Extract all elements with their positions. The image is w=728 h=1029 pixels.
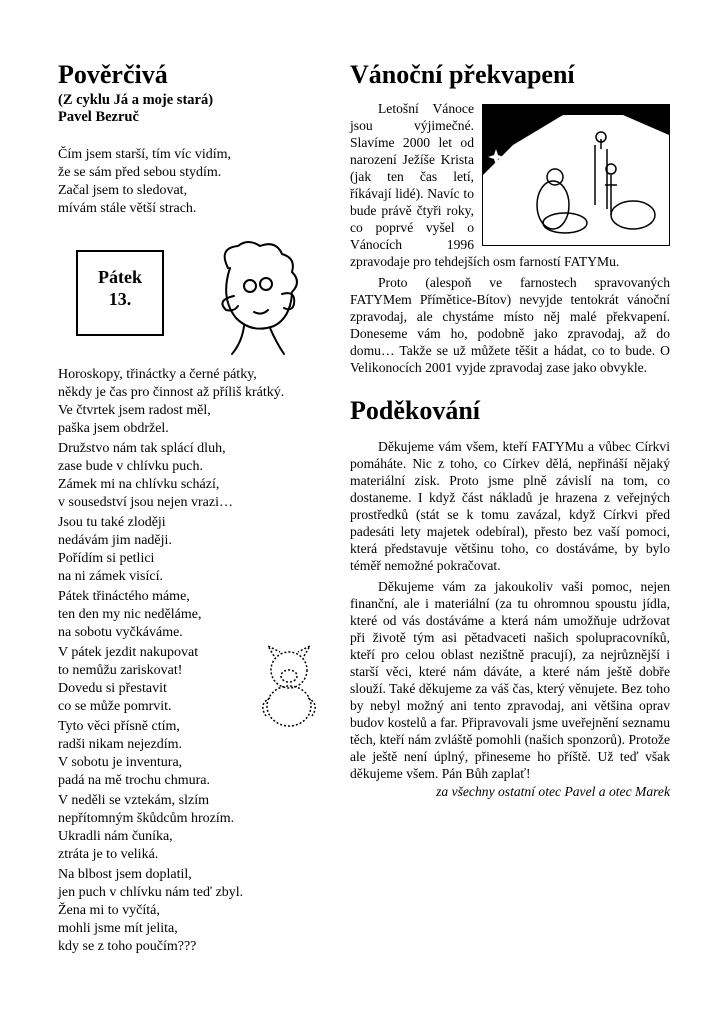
stanza-2: Horoskopy, třináctky a černé pátky, někdy je čas pro činnost až příliš krátký. Ve čtvrtek jsem radost měl, paška jsem obdržel. xyxy=(58,367,285,436)
stanza-7: Tyto věci přísně ctím, radši nikam nejezdím. V sobotu je inventura, padá na mě trochu chmura. xyxy=(58,719,210,788)
nativity-scene-icon xyxy=(483,105,669,245)
signature: za všechny ostatní otec Pavel a otec Marek xyxy=(436,784,670,799)
stanza-8: V neděli se vztekám, slzím nepřítomným škůdcům hrozím. Ukradli nám čuníka, ztráta je to veliká. xyxy=(58,793,235,862)
friday-13-illustration xyxy=(58,238,328,356)
christmas-paragraph-2: Proto (alespoň ve farnostech spravovaných FATYMem Přímětice-Bítov) nevyjde tentokrát vánoční zpravodaj, ale chystáme místo něj malé překvapení. Doneseme vám ho, podobně jako zpravodaj, až do domu… Takže se už můžete těšit a hádat, co to bude. O Velikonocích 2001 vyjde zpravodaj zase jako obvykle. xyxy=(350,275,670,375)
stanza-1: Čím jsem starší, tím víc vidím, že se sám před sebou stydím. Začal jsem to sledovat, mívám stále větší strach. xyxy=(58,147,232,216)
christmas-paragraph-1: Letošní Vánoce jsou výjimečné. Slavíme 2000 let od narození Ježíše Krista (jak ten čas letí, říkávají lidé). Navíc to bude právě čtyři roky, co poprvé vyšel o Vánocích 1996 zpravodaje pro tehdejších osm farností FATYMu. xyxy=(350,101,620,269)
thanks-paragraph-2: Děkujeme vám za jakoukoliv vaši pomoc, nejen finanční, ale i materiální (za tu ohromnou spoustu jídla, které od vás dostáváme a která nám umožňuje udržovat při životě tým asi pětadvaceti našich spolupracovníků, kteří pro celou oblast nezištně pracují), za nejrůznější i starší věci, které nám dáváte, a které nám ještě dobře slouží. Také děkujeme za váš čas, který věnujete. Bez toho by nebyl možný ani tento zpravodaj, ani většina oprav budov kostelů a far. Připravovali jsme uveřejnění seznamu těch, kteří nám zvláště pomohli (našich sponzorů). Protože ale ještě není úplný, přineseme ho příště. Už teď však děkujeme všem. Pán Bůh zaplať! xyxy=(350,579,670,781)
stanza-3: Družstvo nám tak splácí dluh, zase bude v chlívku puch. Zámek mi na chlívku schází, v sousedství jsou nejen vrazi… xyxy=(58,441,233,510)
thanks-paragraph-1: Děkujeme vám všem, kteří FATYMu a vůbec Církvi pomáháte. Nic z toho, co Církev dělá, nepřináší nějaký materiální zisk. Proto jsme plně závislí na tom, co dostaneme. I když část nákladů je hrazena z veřejných prostředků (stát se k tomu zavázal, když Církvi před padesáti lety majetek odebíral), přesto bez vaší pomoci, která představuje většinu toho, co dostáváme, by bylo téměř nemožné pokračovat. xyxy=(350,439,670,573)
poem-subtitle: (Z cyklu Já a moje stará) xyxy=(58,92,214,108)
articles-column xyxy=(350,60,670,800)
pig-icon xyxy=(254,644,324,730)
stanza-9: Na blbost jsem doplatil, jen puch v chlívku nám teď zbyl. Žena mi to vyčítá, mohli jsme mít jelita, kdy se z toho poučím??? xyxy=(58,867,244,954)
christmas-title: Vánoční překvapení xyxy=(350,60,575,89)
poem-column xyxy=(58,60,328,958)
poem-title: Pověrčivá xyxy=(58,60,168,89)
thanks-title: Poděkování xyxy=(350,396,481,425)
stanza-6: V pátek jezdit nakupovat to nemůžu zariskovat! Dovedu si přestavit co se může pomrvit. xyxy=(58,645,199,714)
nativity-illustration xyxy=(482,104,670,246)
worried-boy-icon xyxy=(198,238,308,356)
stanza-5: Pátek třináctého máme, ten den my nic neděláme, na sobotu vyčkáváme. xyxy=(58,589,202,640)
stanza-4: Jsou tu také zloději nedávám jim naději. Pořídím si petlici na ni zámek visící. xyxy=(58,515,172,584)
calendar-page-icon: Pátek 13. xyxy=(76,250,164,336)
poem-author: Pavel Bezruč xyxy=(58,109,139,125)
